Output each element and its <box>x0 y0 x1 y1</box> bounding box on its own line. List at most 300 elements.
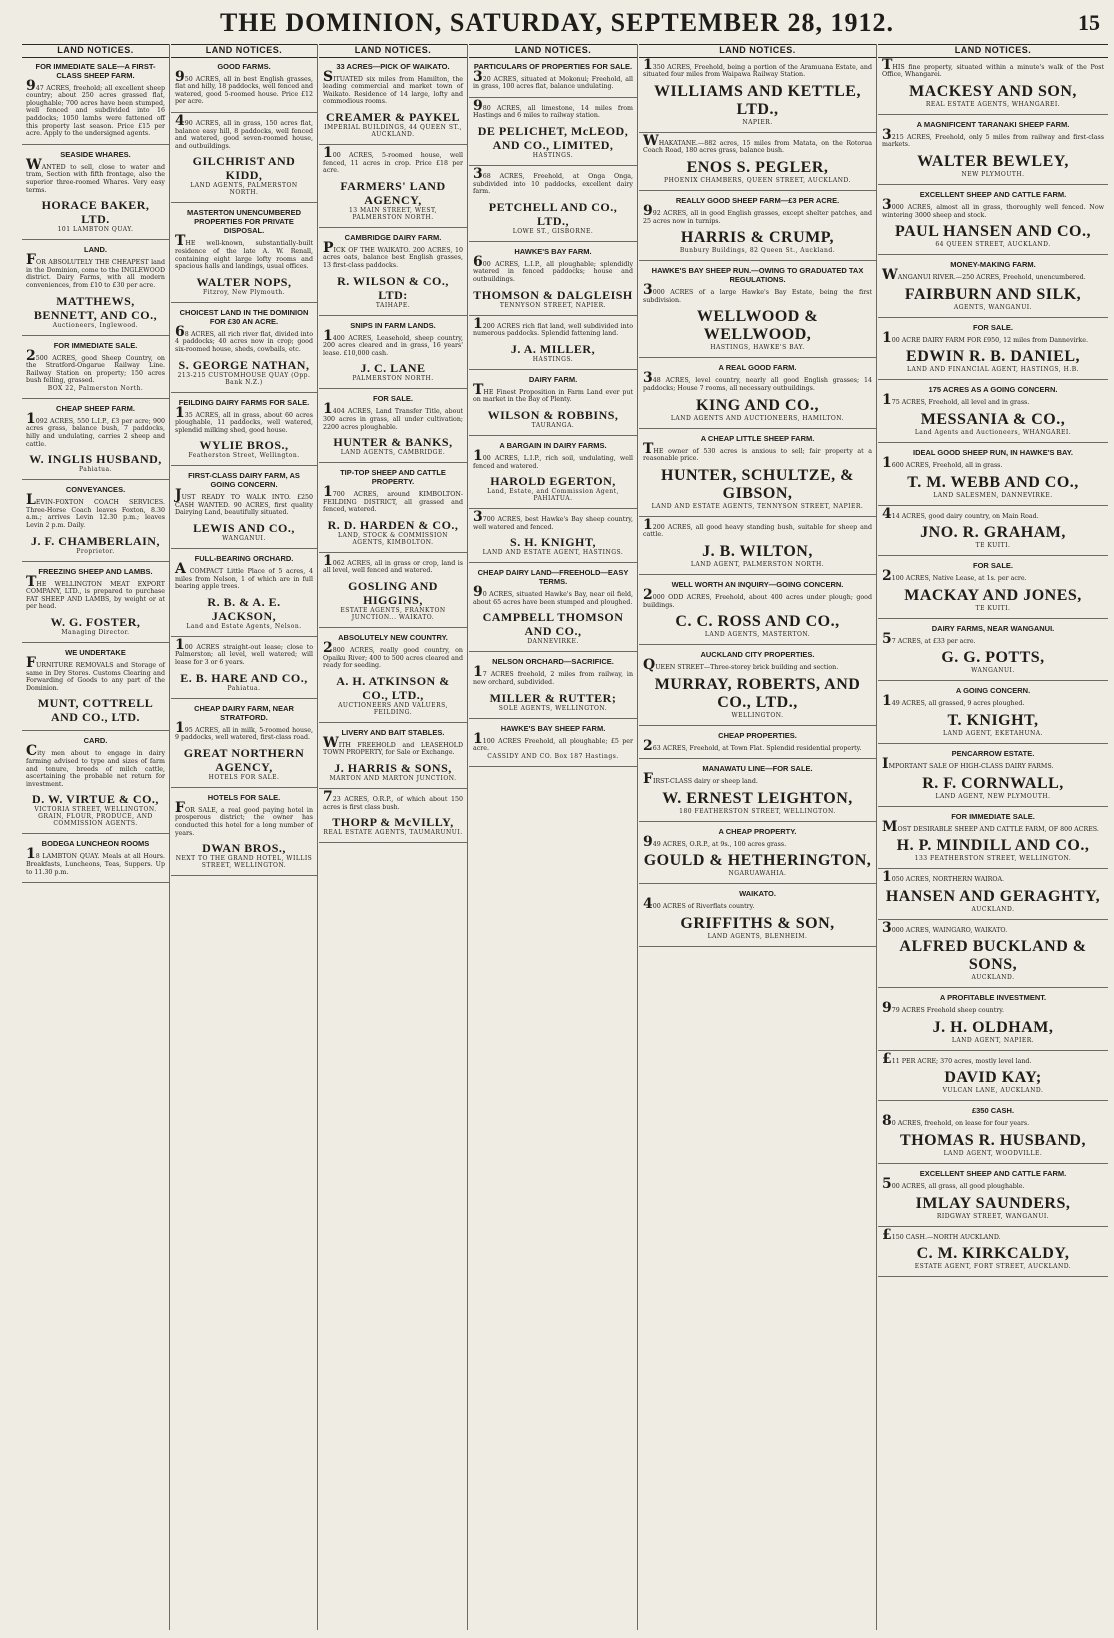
ad-title: A CHEAP LITTLE SHEEP FARM. <box>700 433 815 443</box>
ad-agent-name: MESSANIA & CO., <box>920 410 1066 428</box>
ad-agent-name: FARMERS' LAND AGENCY, <box>340 178 446 207</box>
ad-body: 1050 ACRES, NORTHERN WAIROA. <box>882 869 1005 886</box>
ad-agent-name: DAVID KAY; <box>944 1069 1042 1087</box>
ad-body: FOR SALE, a real good paying hotel in prosperous district; the owner has conducted this hotel for a long number of years. <box>175 799 313 837</box>
ad-body: 2800 ACRES, really good country, on Opaiku River; 400 to 500 acres cleared and ready for seeding. <box>323 640 463 670</box>
advertisement <box>469 568 637 652</box>
ad-agent-name: HARRIS & CRUMP, <box>680 229 835 247</box>
ad-body: 1200 ACRES, all good heavy standing bush, suitable for sheep and cattle. <box>643 516 872 539</box>
ad-agent-address: ESTATE AGENT, FORT STREET, AUCKLAND. <box>914 1263 1072 1271</box>
advertisement <box>22 62 169 145</box>
ad-agent-address: LAND, STOCK & COMMISSION AGENTS, KIMBOLTON. <box>337 531 449 546</box>
ad-body: 949 ACRES, O.R.P., at 9s., 100 acres grass. <box>643 833 787 850</box>
ad-agent-address: RIDGWAY STREET, WANGANUI. <box>936 1212 1050 1220</box>
advertisement <box>469 247 637 316</box>
advertisement <box>878 448 1108 506</box>
ad-agent-name: WILLIAMS AND KETTLE, LTD., <box>654 82 861 118</box>
ad-body: 175 ACRES, Freehold, all level and in grass. <box>882 392 1030 409</box>
ad-body: 100 ACRE DAIRY FARM FOR £950, 12 miles from Dannevirke. <box>882 329 1088 346</box>
advertisement <box>171 636 317 699</box>
advertisement <box>469 62 637 98</box>
ad-title: A MAGNIFICENT TARANAKI SHEEP FARM. <box>916 119 1070 129</box>
ad-agent-name: WALTER NOPS, <box>196 274 292 289</box>
ad-body: 18 LAMBTON QUAY. Meals at all Hours. Breakfasts, Luncheons, Teas, Suppers. Up to 11.30 p.m. <box>26 846 165 876</box>
advertisement <box>878 56 1108 115</box>
advertisement <box>319 552 467 628</box>
ad-agent-name: ENOS S. PEGLER, <box>686 158 829 176</box>
ad-title: A REAL GOOD FARM. <box>718 363 797 373</box>
ad-body: 979 ACRES Freehold sheep country. <box>882 1000 1004 1017</box>
ad-body: 100 ACRES straight-out lease; close to Palmerston; all level, well watered; will lease for 3 or 6 years. <box>175 636 313 667</box>
ad-agent-address: PHOENIX CHAMBERS, QUEEN STREET, AUCKLAND. <box>664 176 851 184</box>
ad-agent-address: 133 FEATHERSTON STREET, WELLINGTON. <box>914 855 1072 863</box>
ad-body: 992 ACRES, all in good English grasses, except shelter patches, and 25 acres now in turnips. <box>643 202 872 225</box>
ad-agent-name: H. P. MINDILL AND CO., <box>896 837 1090 855</box>
advertisement <box>319 144 467 228</box>
ad-agent-name: DWAN BROS., <box>202 841 286 856</box>
ad-title: FOR SALE. <box>972 561 1013 571</box>
advertisement <box>469 724 637 767</box>
ad-title: EXCELLENT SHEEP AND CATTLE FARM. <box>919 1169 1067 1179</box>
ad-body: 600 ACRES, L.I.P., all ploughable; splendidly watered in fenced paddocks; house and outbuildings. <box>473 253 633 283</box>
ad-agent-name: S. GEORGE NATHAN, <box>178 357 310 372</box>
ad-agent-name: FAIRBURN AND SILK, <box>904 285 1082 303</box>
advertisement <box>22 567 169 643</box>
ad-title: EXCELLENT SHEEP AND CATTLE FARM. <box>919 189 1067 199</box>
ad-body: 3700 ACRES, best Hawke's Bay sheep country, well watered and fenced. <box>473 509 633 531</box>
ad-agent-address: Land, Estate, and Commission Agent, PAHIATUA. <box>487 488 619 503</box>
column-header: LAND NOTICES. <box>171 44 317 58</box>
column-2 <box>171 44 318 1630</box>
ad-title: ABSOLUTELY NEW COUNTRY. <box>338 633 448 643</box>
advertisement <box>171 62 317 113</box>
advertisement <box>319 62 467 145</box>
ad-title: REALLY GOOD SHEEP FARM—£3 PER ACRE. <box>675 195 840 205</box>
ad-body: WANTED to sell, close to water and tram, Section with fifth frontage, also the superior three-roomed Whares. Very easy terms. <box>26 156 165 194</box>
advertisement <box>22 485 169 561</box>
ad-agent-name: HUNTER, SCHULTZE, & GIBSON, <box>661 466 854 502</box>
ad-agent-address: HASTINGS. <box>532 151 574 159</box>
advertisement <box>171 704 317 788</box>
ad-agent-address: Land Agents and Auctioneers, WHANGAREI. <box>914 428 1072 436</box>
ad-agent-name: HUNTER & BANKS, <box>333 435 453 450</box>
ad-title: LIVERY AND BAIT STABLES. <box>341 727 445 737</box>
ad-agent-name: GOULD & HETHERINGTON, <box>643 852 872 870</box>
ad-agent-name: S. H. KNIGHT, <box>510 535 596 550</box>
ad-agent-address: AUCKLAND. <box>971 905 1015 913</box>
ad-agent-name: J. A. MILLER, <box>510 341 596 356</box>
ad-body: 2000 ODD ACRES, Freehold, about 400 acres under plough; good buildings. <box>643 586 872 609</box>
advertisement <box>878 190 1108 255</box>
ad-title: CHOICEST LAND IN THE DOMINION FOR £30 AN ACRE. <box>179 307 309 326</box>
advertisement <box>878 505 1108 557</box>
ad-agent-name: J. C. LANE <box>360 361 426 376</box>
ad-agent-address: 13 MAIN STREET, WEST, PALMERSTON NORTH. <box>348 206 438 221</box>
ad-agent-name: E. B. HARE AND CO., <box>180 670 308 685</box>
ad-title: CARD. <box>83 736 108 746</box>
ad-agent-address: LAND AGENTS AND AUCTIONEERS, HAMILTON. <box>670 414 845 422</box>
ad-body: 950 ACRES, all in best English grasses, flat and hilly, 18 paddocks, well fenced and watered, good 5-roomed house. Price £12 per acre. <box>175 68 313 106</box>
advertisement <box>639 434 876 517</box>
ad-title: LAND. <box>84 245 107 255</box>
ad-agent-name: J. H. OLDHAM, <box>932 1018 1054 1036</box>
ad-title: FOR IMMEDIATE SALE. <box>53 340 138 350</box>
ad-agent-address: LAND AGENT, NAPIER. <box>951 1036 1035 1044</box>
ad-agent-address: NGARUAWAHIA. <box>728 870 787 878</box>
advertisement <box>639 56 876 133</box>
ad-agent-address: Land and Estate Agents, Nelson. <box>186 622 302 630</box>
ad-agent-address: LAND AGENT, NEW PLYMOUTH. <box>935 792 1051 800</box>
ad-title: FOR SALE. <box>372 394 413 404</box>
ad-body: 57 ACRES, at £33 per acre. <box>882 630 976 647</box>
ad-agent-name: J. HARRIS & SONS, <box>334 761 452 776</box>
ad-agent-name: A. H. ATKINSON & CO., LTD., <box>336 673 450 702</box>
ad-agent-name: MUNT, COTTRELL AND CO., LTD. <box>37 696 154 725</box>
ad-agent-name: DE PELICHET, McLEOD, AND CO., LIMITED, <box>477 123 629 152</box>
ad-title: CHEAP PROPERTIES. <box>718 730 797 740</box>
ad-body: 68 ACRES, all rich river flat, divided into 4 paddocks; 40 acres now in crop; good six-roomed house, sheds, cowbails, etc. <box>175 323 313 353</box>
masthead <box>0 0 1114 48</box>
ad-body: 80 ACRES, freehold, on lease for four years. <box>882 1113 1030 1130</box>
ad-body: 149 ACRES, all grassed, 9 acres ploughed. <box>882 693 1025 710</box>
ad-body: WITH FREEHOLD and LEASEHOLD TOWN PROPERTY, for Sale or Exchange. <box>323 734 463 757</box>
advertisement <box>22 839 169 883</box>
ad-title: DAIRY FARMS, NEAR WANGANUI. <box>931 623 1055 633</box>
ad-agent-name: IMLAY SAUNDERS, <box>915 1194 1071 1212</box>
ad-agent-address: NEXT TO THE GRAND HOTEL, WILLIS STREET, WELLINGTON. <box>175 855 313 870</box>
ad-agent-address: Featherston Street, Wellington. <box>188 452 300 460</box>
column-header: LAND NOTICES. <box>319 44 467 58</box>
advertisement <box>319 789 467 843</box>
ad-agent-name: W. G. FOSTER, <box>50 615 141 629</box>
advertisement <box>639 196 876 261</box>
advertisement <box>469 509 637 563</box>
advertisement <box>22 648 169 731</box>
ad-title: MONEY-MAKING FARM. <box>950 260 1036 270</box>
ad-agent-name: R. D. HARDEN & CO., <box>327 517 459 532</box>
ad-agent-address: NAPIER. <box>742 118 773 126</box>
ad-body: JUST READY TO WALK INTO. £250 CASH WANTED. 90 ACRES, first quality Dairying Land, beautifully situated. <box>175 487 313 517</box>
advertisement <box>878 323 1108 381</box>
ad-agent-name: GRIFFITHS & SON, <box>680 915 835 933</box>
ad-body: 348 ACRES, level country, nearly all good English grasses; 14 paddocks; House 7 rooms, all necessary outbuildings. <box>643 370 872 392</box>
advertisement <box>22 150 169 240</box>
ad-agent-name: LEWIS AND CO., <box>193 521 295 536</box>
advertisement <box>469 441 637 509</box>
advertisement <box>878 686 1108 744</box>
advertisement <box>878 749 1108 807</box>
ad-agent-address: IMPERIAL BUILDINGS, 44 QUEEN ST., AUCKLAND. <box>324 123 462 138</box>
ad-title: £350 CASH. <box>971 1106 1015 1116</box>
advertisement <box>639 266 876 358</box>
ad-agent-name: WILSON & ROBBINS, <box>487 407 619 422</box>
ad-agent-address: WANGANUI. <box>222 535 266 543</box>
advertisement <box>639 764 876 822</box>
ad-body: 368 ACRES, Freehold, at Onga Onga, subdivided into 10 paddocks, excellent dairy farm. <box>473 165 633 196</box>
ad-agent-address: AUCKLAND. <box>971 974 1015 982</box>
ad-title: 33 ACRES—PICK OF WAIKATO. <box>336 61 450 71</box>
ad-title: IDEAL GOOD SHEEP RUN, IN HAWKE'S BAY. <box>912 447 1073 457</box>
advertisement <box>639 580 876 645</box>
ad-agent-address: LAND AGENTS, PALMERSTON NORTH. <box>190 182 298 197</box>
ad-title: SEASIDE WHARES. <box>60 149 131 159</box>
ad-agent-name: W. ERNEST LEIGHTON, <box>662 789 853 807</box>
ad-agent-address: ESTATE AGENTS, FRANKTON JUNCTION... WAIKATO. <box>340 607 446 622</box>
ad-body: 1350 ACRES, Freehold, being a portion of the Aramuana Estate, and situated four miles from Waipawa Railway Station. <box>643 56 872 79</box>
advertisement <box>171 554 317 637</box>
ad-body: 947 ACRES, freehold; all excellent sheep country; about 250 acres grassed flat, ploughable; 700 acres have been stumped, well fenced and subdivided into 16 paddocks; 1050 lambs were fattened off this property last season. Price £15 per acre. Apply to the undersigned agents. <box>26 77 165 138</box>
ad-title: FOR IMMEDIATE SALE. <box>951 811 1035 821</box>
advertisement <box>878 1106 1108 1164</box>
ad-title: HAWKE'S BAY SHEEP FARM. <box>500 723 606 733</box>
ad-title: PARTICULARS OF PROPERTIES FOR SALE. <box>473 61 633 71</box>
ad-title: SNIPS IN FARM LANDS. <box>350 320 436 330</box>
ad-title: GOOD FARMS. <box>217 61 271 71</box>
ad-agent-address: NEW PLYMOUTH. <box>961 170 1025 178</box>
ad-agent-name: MILLER & RUTTER; <box>489 690 617 705</box>
ad-body: 135 ACRES, all in grass, about 60 acres ploughable, 11 paddocks, well watered, splendid milking shed, good house. <box>175 404 313 434</box>
ad-body: SITUATED six miles from Hamilton, the leading commercial and market town of Waikato. Residence of 14 large, lofty and commodious rooms. <box>323 68 463 106</box>
advertisement <box>22 341 169 399</box>
ad-body: THE WELLINGTON MEAT EXPORT COMPANY, LTD., is prepared to purchase FAT SHEEP AND LAMBS, by weight or at per head. <box>26 573 165 611</box>
ad-agent-name: PAUL HANSEN AND CO., <box>895 223 1091 241</box>
ad-body: 1062 ACRES, all in grass or crop, land is all level, well fenced and watered. <box>323 552 463 575</box>
ad-title: 175 ACRES AS A GOING CONCERN. <box>928 385 1058 395</box>
advertisement <box>171 308 317 393</box>
ad-agent-address: Auctioneers, Inglewood. <box>52 321 139 329</box>
ad-agent-name: R. F. CORNWALL, <box>922 774 1064 792</box>
ad-agent-name: HANSEN AND GERAGHTY, <box>885 887 1101 905</box>
ad-body: MOST DESIRABLE SHEEP AND CATTLE FARM, OF 800 ACRES. <box>882 818 1099 835</box>
ad-agent-name: EDWIN R. B. DANIEL, <box>906 348 1080 366</box>
advertisement <box>878 1226 1108 1278</box>
ad-title: DAIRY FARM. <box>528 374 578 384</box>
ad-title: CAMBRIDGE DAIRY FARM. <box>344 232 442 242</box>
ad-agent-name: D. W. VIRTUE & CO., <box>32 792 159 807</box>
ad-agent-name: WELLWOOD & WELLWOOD, <box>696 308 819 344</box>
ad-body: 3000 ACRES, WAINGARO, WAIKATO. <box>882 919 1008 936</box>
ad-body: FURNITURE REMOVALS and Storage of same in Dry Stores. Customs Clearing and Forwarding of Goods to any part of the Dominion. <box>26 655 165 692</box>
ad-agent-name: J. F. CHAMBERLAIN, <box>31 533 160 548</box>
ad-agent-name: THORP & McVILLY, <box>332 815 454 830</box>
ad-title: FIRST-CLASS DAIRY FARM, AS GOING CONCERN. <box>188 471 300 490</box>
ad-title: PENCARROW ESTATE. <box>951 748 1035 758</box>
ad-title: NELSON ORCHARD—SACRIFICE. <box>492 657 614 667</box>
ad-agent-name: WALTER BEWLEY, <box>917 152 1069 170</box>
ad-agent-address: LAND SALESMEN, DANNEVIRKE. <box>933 491 1053 499</box>
ad-body: LEVIN-FOXTON COACH SERVICES. Three-Horse Coach leaves Foxton, 8.30 a.m.; arrives Levin 12.30 p.m.; leaves Levin 2 p.m. Daily. <box>26 492 165 530</box>
ad-agent-address: Bunbury Buildings, 82 Queen St., Auckland. <box>679 247 836 255</box>
ad-agent-name: MURRAY, ROBERTS, AND CO., LTD., <box>654 675 861 711</box>
ad-agent-name: MACKAY AND JONES, <box>904 586 1082 604</box>
ad-body: 3000 ACRES of a large Hawke's Bay Estate, being the first subdivision. <box>643 282 872 304</box>
advertisement <box>639 363 876 428</box>
advertisement <box>469 315 637 370</box>
ad-agent-address: LOWE ST., GISBORNE. <box>512 227 594 235</box>
column-header: LAND NOTICES. <box>22 44 169 58</box>
ad-agent-address: HASTINGS. <box>532 355 574 363</box>
ad-agent-name: HORACE BAKER, LTD. <box>41 198 150 227</box>
ad-body: 263 ACRES, Freehold, at Town Flat. Splendid residential property. <box>643 737 862 754</box>
ad-agent-address: SOLE AGENTS, WELLINGTON. <box>498 704 608 712</box>
ad-agent-name: C. C. ROSS AND CO., <box>675 613 840 631</box>
column-header: LAND NOTICES. <box>639 44 876 58</box>
advertisement <box>878 812 1108 870</box>
ad-agent-address: LAND AGENT, WOODVILLE. <box>943 1150 1043 1158</box>
ad-agent-address: REAL ESTATE AGENTS, TAUMARUNUI. <box>323 829 463 837</box>
ad-agent-address: LAND AGENTS, MASTERTON. <box>704 631 811 639</box>
ad-agent-address: LAND AGENT, EKETAHUNA. <box>942 729 1043 737</box>
ad-body: 980 ACRES, all limestone, 14 miles from Hastings and 6 miles to railway station. <box>473 97 633 120</box>
ad-agent-address: WANGANUI. <box>971 667 1015 675</box>
ad-agent-address: HOTELS FOR SALE. <box>208 773 280 781</box>
ad-title: FREEZING SHEEP AND LAMBS. <box>38 566 153 576</box>
ad-body: 1600 ACRES, Freehold, all in grass. <box>882 454 1003 471</box>
ad-body: THIS fine property, situated within a minute's walk of the Post Office, Whangarei. <box>882 56 1104 79</box>
ad-body: 100 ACRES, 5-roomed house, well fenced, 11 acres in crop. Price £18 per acre. <box>323 144 463 175</box>
advertisement <box>639 516 876 575</box>
ad-agent-name: T. M. WEBB AND CO., <box>907 473 1079 491</box>
ad-agent-address: 213-215 CUSTOMHOUSE QUAY (Opp. Bank N.Z.) <box>177 371 311 386</box>
advertisement <box>319 468 467 553</box>
column-1 <box>22 44 170 1630</box>
ad-agent-address: LAND AND ESTATE AGENT, HASTINGS. <box>482 549 624 557</box>
ad-body: 3215 ACRES, Freehold, only 5 miles from railway and first-class markets. <box>882 126 1104 149</box>
advertisement <box>319 394 467 463</box>
advertisement <box>878 993 1108 1051</box>
advertisement <box>878 624 1108 682</box>
ad-agent-address: Proprietor. <box>76 547 115 555</box>
column-header: LAND NOTICES. <box>469 44 637 58</box>
ad-agent-address: TAIHAPE. <box>375 301 411 309</box>
ad-title: AUCKLAND CITY PROPERTIES. <box>700 650 815 660</box>
ad-agent-name: KING AND CO., <box>696 396 819 414</box>
ad-agent-address: VICTORIA STREET, WELLINGTON. GRAIN, FLOUR, PRODUCE, AND COMMISSION AGENTS. <box>34 806 157 828</box>
advertisement <box>319 233 467 316</box>
advertisement <box>469 165 637 242</box>
ad-title: FOR IMMEDIATE SALE—A FIRST-CLASS SHEEP FARM. <box>35 61 156 80</box>
ad-title: A PROFITABLE INVESTMENT. <box>939 993 1047 1003</box>
ad-body: £150 CASH.—NORTH AUCKLAND. <box>882 1226 1001 1243</box>
ad-body: 195 ACRES, all in milk, 5-roomed house, 9 paddocks, well watered, first-class road. <box>175 719 313 742</box>
advertisement <box>319 321 467 390</box>
ad-title: FEILDING DAIRY FARMS FOR SALE. <box>178 397 310 407</box>
ad-body: £11 PER ACRE; 370 acres, mostly level land. <box>882 1050 1032 1067</box>
ad-body: 1100 ACRES Freehold, all ploughable; £5 per acre. <box>473 730 633 753</box>
ad-body: 414 ACRES, good dairy country, on Main Road. <box>882 505 1039 522</box>
advertisement <box>878 385 1108 443</box>
ad-agent-name: GILCHRIST AND KIDD, <box>192 154 296 183</box>
ad-agent-name: MACKESY AND SON, <box>909 82 1077 100</box>
ad-body: 320 ACRES, situated at Mokonui; Freehold, all in grass, 100 acres flat, balance undulating. <box>473 68 633 91</box>
advertisement <box>878 120 1108 185</box>
ad-agent-name: MATTHEWS, BENNETT, AND CO., <box>33 293 158 322</box>
ad-title: CHEAP DAIRY FARM, NEAR STRATFORD. <box>194 703 294 722</box>
advertisement <box>639 889 876 947</box>
ad-body: THE well-known, substantially-built residence of the late A. W. Renall, containing eight large lofty rooms and spacious halls and landings, usual offices. <box>175 233 313 271</box>
advertisement <box>22 404 169 480</box>
ad-body: 1400 ACRES, Leasehold, sheep country, 200 acres cleared and in grass, 16 years' lease. £10,000 cash. <box>323 327 463 357</box>
ad-agent-address: TENNYSON STREET, NAPIER. <box>499 301 607 309</box>
advertisement <box>469 375 637 436</box>
ad-agent-name: JNO. R. GRAHAM, <box>920 524 1066 542</box>
advertisement <box>878 919 1108 989</box>
ad-title: CHEAP DAIRY LAND—FREEHOLD—EASY TERMS. <box>477 568 629 587</box>
page-number: 15 <box>1078 10 1100 35</box>
advertisement <box>171 398 317 467</box>
ad-body: WHAKATANE.—882 acres, 15 miles from Matata, on the Rotorua Coach Road, 180 acres grass, balance bush. <box>643 132 872 155</box>
ad-agent-address: LAND AND ESTATE AGENTS, TENNYSON STREET, NAPIER. <box>651 502 864 510</box>
ad-body: 3000 ACRES, almost all in grass, thoroughly well fenced. Now wintering 3000 sheep and stock. <box>882 196 1104 219</box>
column-header: LAND NOTICES. <box>878 44 1108 58</box>
ad-agent-name: GREAT NORTHERN AGENCY, <box>183 745 305 774</box>
ad-agent-name: R. B. & A. E. JACKSON, <box>207 594 281 623</box>
ad-agent-address: LAND AGENT, PALMERSTON NORTH. <box>690 560 825 568</box>
ad-title: A CHEAP PROPERTY. <box>718 826 797 836</box>
ad-agent-name: HAROLD EGERTON, <box>490 474 616 489</box>
ad-body: City men about to engage in dairy farming advised to type and sizes of farm and tenure, breeds of milch cattle, ascertaining the probable net return for investment. <box>26 743 165 788</box>
advertisement <box>171 793 317 876</box>
column-3 <box>319 44 468 1630</box>
ad-title: WAIKATO. <box>739 889 776 899</box>
column-6 <box>878 44 1108 1630</box>
newspaper-title: THE DOMINION, SATURDAY, SEPTEMBER 28, 1912. <box>219 8 895 37</box>
advertisement <box>469 97 637 166</box>
ad-title: BODEGA LUNCHEON ROOMS <box>41 839 150 849</box>
ad-agent-address: BOX 22, Palmerston North. <box>47 384 144 392</box>
ad-agent-address: Managing Director. <box>61 629 130 636</box>
ad-agent-address: 180 FEATHERSTON STREET, WELLINGTON. <box>679 807 836 815</box>
ad-agent-name: PETCHELL AND CO., LTD., <box>488 199 618 228</box>
ad-body: 100 ACRES, L.I.P., rich soil, undulating, well fenced and watered. <box>473 447 633 470</box>
column-4 <box>469 44 638 1630</box>
ad-agent-address: TE KUITI. <box>975 604 1011 612</box>
ad-agent-address: AGENTS, WANGANUI. <box>953 303 1033 311</box>
ad-agent-name: CREAMER & PAYKEL <box>325 109 460 124</box>
ad-body: 2500 ACRES, good Sheep Country, on the Stratford-Ongarue Railway Line. Railway Station on property; 150 acres bush felling, grassed. <box>26 347 165 385</box>
ad-title: HAWKE'S BAY FARM. <box>514 246 592 256</box>
ad-body: 17 ACRES freehold, 2 miles from railway, in new orchard, subdivided. <box>473 664 633 687</box>
ad-agent-name: ALFRED BUCKLAND & SONS, <box>899 938 1087 974</box>
ad-body: 723 ACRES, O.R.P., of which about 150 acres is first class bush. <box>323 789 463 811</box>
ad-agent-address: Pahiatua. <box>227 684 261 692</box>
ad-title: CONVEYANCES. <box>65 485 126 495</box>
ad-agent-address: 101 LAMBTON QUAY. <box>57 226 134 234</box>
ad-body: FOR ABSOLUTELY THE CHEAPEST land in the Dominion, come to the INGLEWOOD district. Dairy Farms, with all modern conveniences, from £10 to £30 per acre. <box>26 252 165 289</box>
ad-agent-name: GOSLING AND HIGGINS, <box>348 579 438 608</box>
ad-body: 1404 ACRES, Land Transfer Title, about 300 acres in grass, all under cultivation; 2200 acres ploughable. <box>323 401 463 431</box>
ad-body: 1700 ACRES, around KIMBOLTON-FEILDING DISTRICT, all grassed and fenced, watered. <box>323 484 463 514</box>
ad-body: A COMPACT Little Place of 5 acres, 4 miles from Nelson, 1 of which are in full bearing apple trees. <box>175 561 313 591</box>
ad-title: A BARGAIN IN DAIRY FARMS. <box>499 440 607 450</box>
advertisement <box>878 1169 1108 1227</box>
ad-agent-name: THOMAS R. HUSBAND, <box>900 1132 1086 1150</box>
advertisement <box>171 112 317 203</box>
ad-body: FIRST-CLASS dairy or sheep land. <box>643 771 758 788</box>
ad-body: 90 ACRES, situated Hawke's Bay, near oil field, about 65 acres have been stumped and ploughed. <box>473 584 633 606</box>
ad-title: HOTELS FOR SALE. <box>207 792 281 802</box>
ad-title: HAWKE'S BAY SHEEP RUN.—OWING TO GRADUATED TAX REGULATIONS. <box>651 266 864 285</box>
ad-agent-name: J. B. WILTON, <box>702 542 813 560</box>
ad-title: MASTERTON UNENCUMBERED PROPERTIES FOR PRIVATE DISPOSAL. <box>186 208 302 236</box>
advertisement <box>171 208 317 302</box>
ad-body: 1200 ACRES rich flat land, well subdivided into numerous paddocks. Splendid fattening land. <box>473 315 633 338</box>
ad-body: PICK OF THE WAIKATO. 200 ACRES, 10 acres oats, balance best English grasses, 13 first-class paddocks. <box>323 239 463 269</box>
ad-agent-address: Fitzroy, New Plymouth. <box>202 288 286 296</box>
ad-title: FULL-BEARING ORCHARD. <box>194 554 294 564</box>
ad-agent-address: VULCAN LANE, AUCKLAND. <box>942 1087 1044 1095</box>
advertisement <box>319 728 467 789</box>
